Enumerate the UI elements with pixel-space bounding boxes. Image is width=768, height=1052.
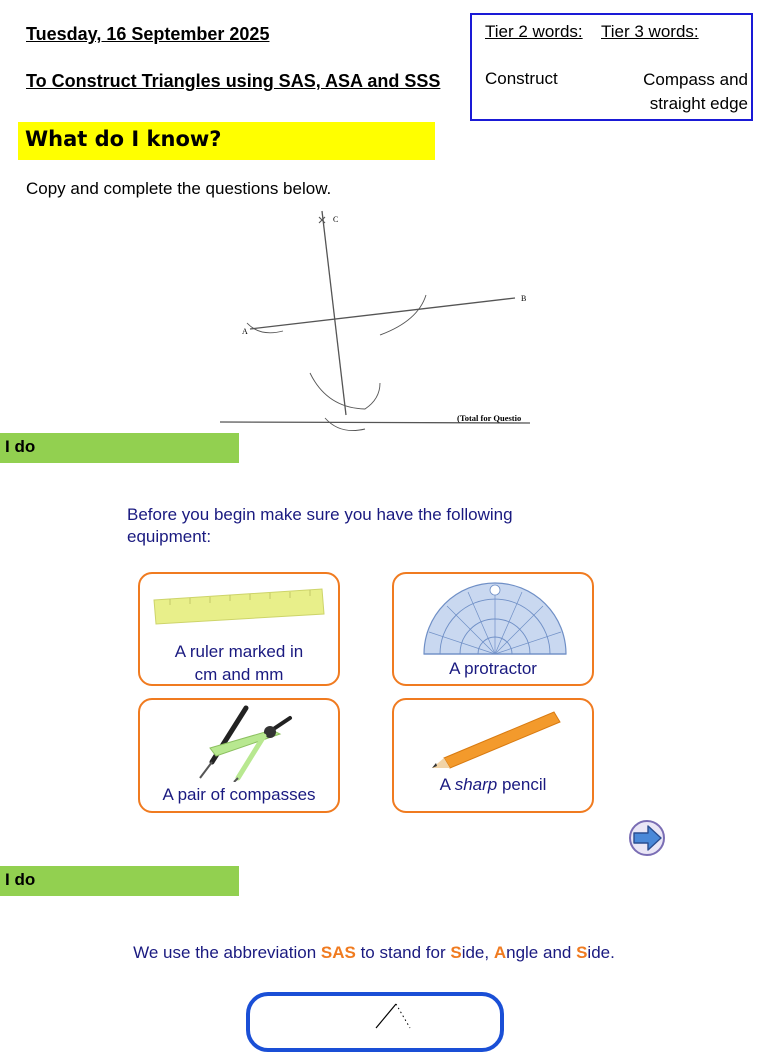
arc-right	[380, 295, 426, 335]
ruler-label-line2: cm and mm	[194, 665, 284, 684]
tier3-heading: Tier 3 words:	[601, 22, 699, 41]
compasses-card	[138, 698, 340, 813]
arc-left	[247, 323, 283, 333]
compasses-label: A pair of compasses	[162, 785, 316, 804]
tier3-word-line2: straight edge	[649, 94, 748, 113]
lesson-objective: To Construct Triangles using SAS, ASA and SSS	[26, 71, 441, 91]
tier3-word-line1: Compass and	[643, 70, 748, 89]
instruction-text: Copy and complete the questions below.	[26, 179, 332, 198]
label-b: B	[521, 294, 527, 303]
tier2-word: Construct	[485, 69, 558, 88]
sas-definition: We use the abbreviation SAS to stand for Side, Angle and Side.	[133, 943, 615, 962]
protractor-image	[420, 580, 570, 658]
what-do-i-know-heading: What do I know?	[18, 122, 435, 160]
protractor-card	[392, 572, 594, 686]
label-c: C	[333, 215, 339, 224]
figure-footer: (Total for Questio	[457, 413, 522, 423]
ruler-label-line1: A ruler marked in	[174, 642, 304, 661]
sas-diagram-box	[246, 992, 504, 1052]
arc-lower	[325, 418, 365, 431]
ruler-image	[150, 584, 332, 628]
lesson-date: Tuesday, 16 September 2025	[26, 24, 270, 44]
ruler-card	[138, 572, 340, 686]
perpendicular-line	[322, 211, 346, 415]
pencil-label: A sharp pencil	[439, 775, 547, 794]
equipment-intro: Before you begin make sure you have the following equipment:	[127, 505, 513, 546]
tier3-word	[620, 68, 748, 116]
pencil-image	[430, 706, 562, 770]
construction-diagram	[215, 203, 535, 433]
i-do-banner: I do	[0, 433, 239, 463]
label-a: A	[242, 327, 248, 336]
segment-ab	[250, 298, 515, 329]
i-do-banner: I do	[0, 866, 239, 896]
compasses-image	[190, 702, 300, 782]
protractor-label: A protractor	[449, 659, 537, 678]
cross-mark-c	[319, 217, 325, 223]
pencil-card	[392, 698, 594, 813]
tier2-heading: Tier 2 words:	[485, 22, 583, 41]
next-arrow-icon[interactable]	[628, 820, 668, 856]
triangle-partial-image	[370, 1000, 420, 1030]
